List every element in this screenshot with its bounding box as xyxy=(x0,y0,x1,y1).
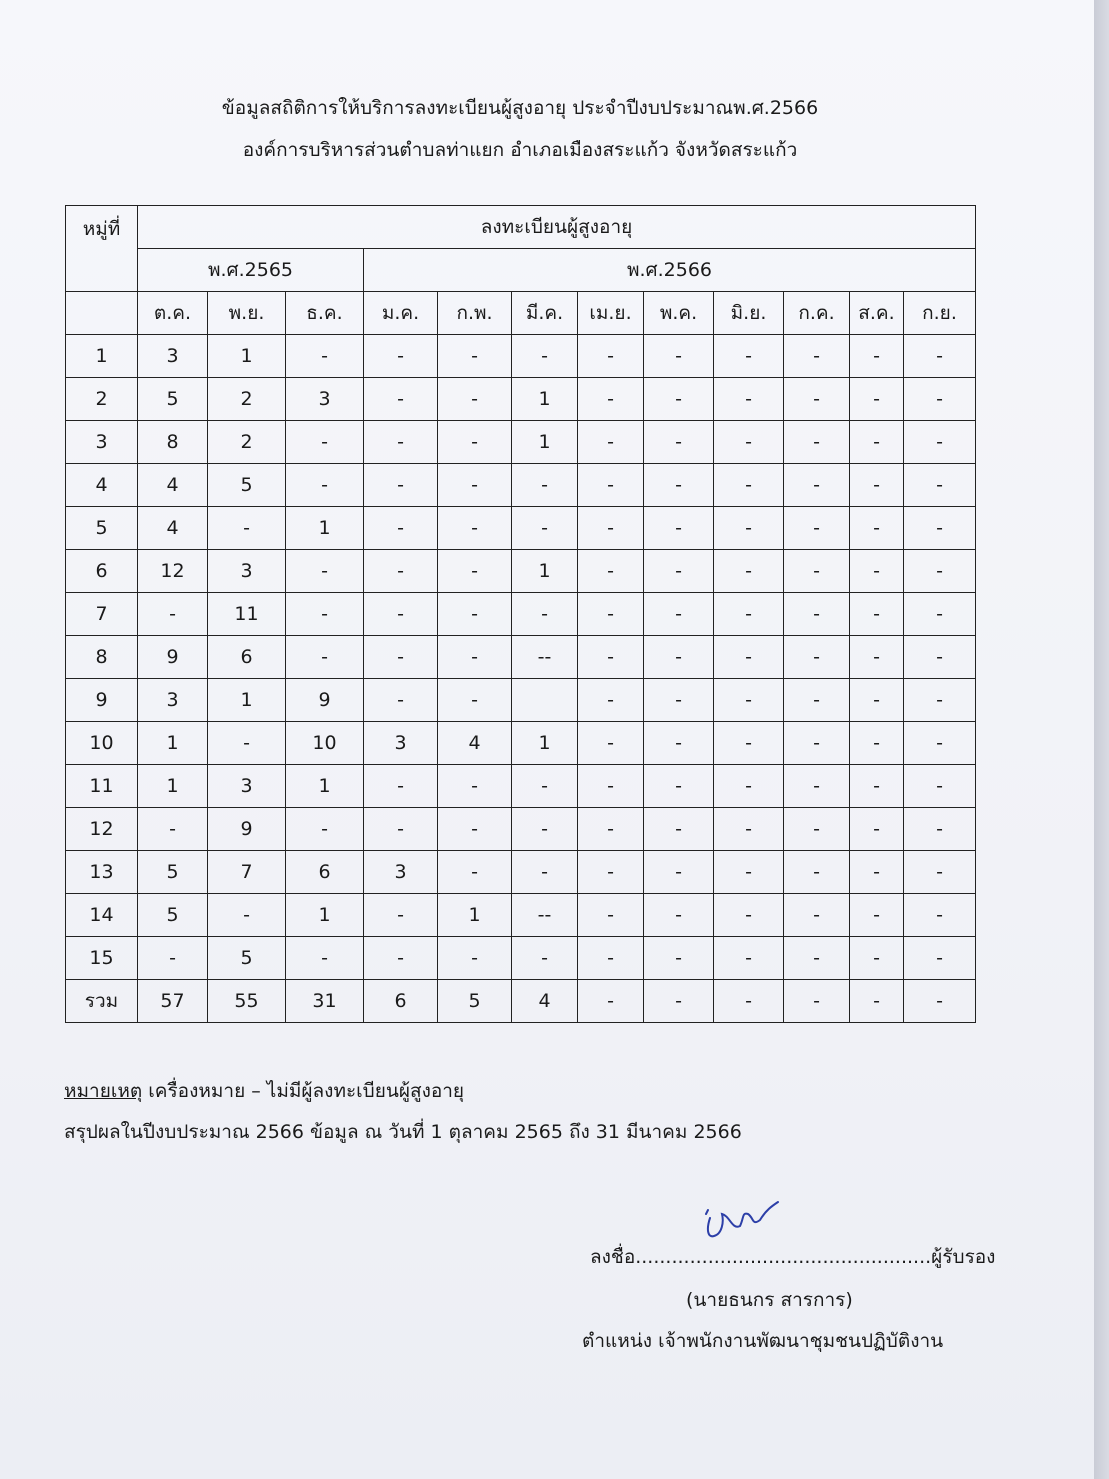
signer-position: ตำแหน่ง เจ้าพนักงานพัฒนาชุมชนปฏิบัติงาน xyxy=(582,1330,944,1352)
table-cell: - xyxy=(904,507,976,550)
table-cell: 5 xyxy=(138,378,208,421)
table-cell: - xyxy=(784,593,850,636)
village-number: 3 xyxy=(66,421,138,464)
table-row xyxy=(66,636,976,679)
table-cell: - xyxy=(904,464,976,507)
total-cell: 55 xyxy=(208,980,286,1023)
total-cell: - xyxy=(578,980,644,1023)
table-cell: - xyxy=(904,550,976,593)
table-row xyxy=(66,464,976,507)
table-cell: - xyxy=(644,335,714,378)
table-cell: - xyxy=(850,937,904,980)
total-cell: - xyxy=(714,980,784,1023)
table-cell: - xyxy=(438,550,512,593)
table-cell: - xyxy=(904,335,976,378)
table-cell: - xyxy=(364,765,438,808)
month-header: ก.พ. xyxy=(438,292,512,335)
table-cell: 5 xyxy=(208,937,286,980)
table-cell: - xyxy=(644,722,714,765)
table-row xyxy=(66,722,976,765)
total-cell: 6 xyxy=(364,980,438,1023)
table-cell: 3 xyxy=(208,550,286,593)
table-cell: - xyxy=(438,507,512,550)
table-cell: - xyxy=(784,464,850,507)
table-cell: - xyxy=(512,851,578,894)
table-cell: - xyxy=(438,593,512,636)
table-cell: - xyxy=(850,765,904,808)
table-cell: 3 xyxy=(138,335,208,378)
table-cell: - xyxy=(578,378,644,421)
table-cell: - xyxy=(714,679,784,722)
table-cell: - xyxy=(904,593,976,636)
table-cell: - xyxy=(364,808,438,851)
table-cell: - xyxy=(578,421,644,464)
table-cell: - xyxy=(850,550,904,593)
total-cell: - xyxy=(850,980,904,1023)
table-cell: - xyxy=(850,593,904,636)
village-number: 9 xyxy=(66,679,138,722)
table-cell: 4 xyxy=(438,722,512,765)
village-number: 13 xyxy=(66,851,138,894)
table-cell: 5 xyxy=(208,464,286,507)
table-cell: 6 xyxy=(286,851,364,894)
village-number: 8 xyxy=(66,636,138,679)
table-cell: - xyxy=(904,937,976,980)
table-cell: 3 xyxy=(138,679,208,722)
note-label: หมายเหตุ xyxy=(64,1080,143,1102)
note-line xyxy=(64,1076,464,1106)
page-edge xyxy=(1094,0,1109,1479)
table-cell: - xyxy=(644,679,714,722)
table-cell: - xyxy=(438,808,512,851)
month-header: ก.ย. xyxy=(904,292,976,335)
table-cell: 9 xyxy=(208,808,286,851)
month-header: ธ.ค. xyxy=(286,292,364,335)
handwritten-signature xyxy=(700,1196,790,1246)
table-cell: - xyxy=(644,550,714,593)
table-cell: 11 xyxy=(208,593,286,636)
table-cell: - xyxy=(850,335,904,378)
year-2565-header: พ.ศ.2565 xyxy=(138,249,364,292)
table-cell: - xyxy=(138,808,208,851)
table-cell: - xyxy=(784,894,850,937)
month-header: มี.ค. xyxy=(512,292,578,335)
table-cell: - xyxy=(578,808,644,851)
month-header: พ.ย. xyxy=(208,292,286,335)
table-cell: - xyxy=(714,421,784,464)
table-cell: - xyxy=(438,464,512,507)
table-cell: - xyxy=(904,765,976,808)
table-row xyxy=(66,679,976,722)
table-cell: - xyxy=(714,894,784,937)
village-number: 7 xyxy=(66,593,138,636)
total-label: รวม xyxy=(66,980,138,1023)
total-row xyxy=(66,980,976,1023)
table-cell: - xyxy=(714,937,784,980)
table-cell: 1 xyxy=(208,335,286,378)
month-header: พ.ค. xyxy=(644,292,714,335)
table-cell: - xyxy=(578,722,644,765)
table-cell: 3 xyxy=(364,851,438,894)
table-cell: 1 xyxy=(208,679,286,722)
table-cell: 1 xyxy=(438,894,512,937)
table-cell: - xyxy=(364,636,438,679)
village-number: 14 xyxy=(66,894,138,937)
table-row xyxy=(66,808,976,851)
table-cell xyxy=(512,679,578,722)
table-cell: - xyxy=(438,679,512,722)
table-cell: - xyxy=(904,378,976,421)
total-cell: - xyxy=(904,980,976,1023)
table-cell: - xyxy=(644,894,714,937)
table-cell: - xyxy=(644,593,714,636)
village-number: 11 xyxy=(66,765,138,808)
table-cell: 1 xyxy=(512,421,578,464)
total-cell: - xyxy=(784,980,850,1023)
total-cell: 31 xyxy=(286,980,364,1023)
table-cell: - xyxy=(850,808,904,851)
table-cell: - xyxy=(644,636,714,679)
table-cell: - xyxy=(784,335,850,378)
table-cell: 3 xyxy=(208,765,286,808)
total-cell: 4 xyxy=(512,980,578,1023)
table-cell: - xyxy=(286,808,364,851)
village-number: 4 xyxy=(66,464,138,507)
table-row xyxy=(66,765,976,808)
table-cell: - xyxy=(208,507,286,550)
table-cell: -- xyxy=(512,894,578,937)
table-cell: - xyxy=(364,507,438,550)
statistics-table xyxy=(65,205,976,1023)
table-cell: - xyxy=(512,808,578,851)
note-text: เครื่องหมาย – ไม่มีผู้ลงทะเบียนผู้สูงอายุ xyxy=(142,1080,465,1102)
table-cell: - xyxy=(850,507,904,550)
table-cell: - xyxy=(578,894,644,937)
table-cell: - xyxy=(714,378,784,421)
table-cell: - xyxy=(850,464,904,507)
table-row xyxy=(66,507,976,550)
table-cell: - xyxy=(784,722,850,765)
table-cell: 1 xyxy=(512,378,578,421)
table-cell: - xyxy=(850,679,904,722)
table-cell: - xyxy=(644,808,714,851)
table-cell: - xyxy=(364,679,438,722)
village-number: 5 xyxy=(66,507,138,550)
table-cell: 1 xyxy=(512,722,578,765)
month-header: ม.ค. xyxy=(364,292,438,335)
table-cell: - xyxy=(286,550,364,593)
summary-line: สรุปผลในปีงบประมาณ 2566 ข้อมูล ณ วันที่ 1 ตุลาคม 2565 ถึง 31 มีนาคม 2566 xyxy=(64,1121,742,1143)
table-cell: - xyxy=(644,378,714,421)
table-cell: - xyxy=(784,507,850,550)
table-cell: - xyxy=(364,335,438,378)
table-cell: - xyxy=(438,937,512,980)
village-number: 2 xyxy=(66,378,138,421)
signer-name: (นายธนกร สารการ) xyxy=(686,1289,853,1311)
table-cell: - xyxy=(644,464,714,507)
table-cell: - xyxy=(850,378,904,421)
table-cell: - xyxy=(208,722,286,765)
table-cell: - xyxy=(850,894,904,937)
table-cell: - xyxy=(512,507,578,550)
table-cell: - xyxy=(714,851,784,894)
table-cell: - xyxy=(644,851,714,894)
table-row xyxy=(66,851,976,894)
table-cell: - xyxy=(644,507,714,550)
table-cell: - xyxy=(714,765,784,808)
table-cell: - xyxy=(364,937,438,980)
table-cell: - xyxy=(714,507,784,550)
table-cell: 1 xyxy=(286,894,364,937)
table-cell: - xyxy=(904,894,976,937)
table-cell: 6 xyxy=(208,636,286,679)
month-header: ต.ค. xyxy=(138,292,208,335)
table-cell: - xyxy=(578,765,644,808)
table-cell: 9 xyxy=(138,636,208,679)
table-cell: - xyxy=(364,593,438,636)
total-cell: 57 xyxy=(138,980,208,1023)
table-cell: 5 xyxy=(138,851,208,894)
table-cell: - xyxy=(364,550,438,593)
table-cell: - xyxy=(714,550,784,593)
table-cell: - xyxy=(904,421,976,464)
table-cell: - xyxy=(208,894,286,937)
table-cell: - xyxy=(438,851,512,894)
table-cell: - xyxy=(904,808,976,851)
village-number: 10 xyxy=(66,722,138,765)
table-cell: 1 xyxy=(138,765,208,808)
village-number: 1 xyxy=(66,335,138,378)
table-cell: - xyxy=(578,464,644,507)
table-cell: - xyxy=(578,937,644,980)
title-line-2: องค์การบริหารส่วนตำบลท่าแยก อำเภอเมืองสระแก้ว จังหวัดสระแก้ว xyxy=(242,139,798,161)
table-cell: 4 xyxy=(138,507,208,550)
table-cell: - xyxy=(784,378,850,421)
table-cell: - xyxy=(714,808,784,851)
table-cell: 1 xyxy=(286,507,364,550)
table-cell: 10 xyxy=(286,722,364,765)
table-cell: 2 xyxy=(208,378,286,421)
month-header: มิ.ย. xyxy=(714,292,784,335)
table-row xyxy=(66,378,976,421)
table-cell: - xyxy=(578,335,644,378)
table-cell: - xyxy=(286,593,364,636)
total-cell: - xyxy=(644,980,714,1023)
table-cell: 1 xyxy=(286,765,364,808)
table-cell: - xyxy=(578,636,644,679)
title-line-1: ข้อมูลสถิติการให้บริการลงทะเบียนผู้สูงอายุ ประจำปีงบประมาณพ.ศ.2566 xyxy=(221,97,819,119)
table-cell: - xyxy=(850,851,904,894)
table-row xyxy=(66,550,976,593)
table-cell: - xyxy=(364,464,438,507)
village-number: 15 xyxy=(66,937,138,980)
table-cell: - xyxy=(286,335,364,378)
table-cell: - xyxy=(784,937,850,980)
table-cell: - xyxy=(364,894,438,937)
table-cell: - xyxy=(578,679,644,722)
table-cell: - xyxy=(512,593,578,636)
table-cell: 1 xyxy=(512,550,578,593)
village-header: หมู่ที่ xyxy=(66,206,138,292)
table-cell: - xyxy=(364,421,438,464)
sign-line: ลงชื่อ.................................................ผู้รับรอง xyxy=(590,1246,996,1268)
table-cell: - xyxy=(850,636,904,679)
table-cell: - xyxy=(714,335,784,378)
table-cell: - xyxy=(512,335,578,378)
group-header: ลงทะเบียนผู้สูงอายุ xyxy=(138,206,976,249)
table-cell: -- xyxy=(512,636,578,679)
village-number: 6 xyxy=(66,550,138,593)
table-cell: 3 xyxy=(286,378,364,421)
table-cell: - xyxy=(714,464,784,507)
table-cell: - xyxy=(438,335,512,378)
table-cell: - xyxy=(784,636,850,679)
table-cell: - xyxy=(784,851,850,894)
table-cell: - xyxy=(784,808,850,851)
month-header: ส.ค. xyxy=(850,292,904,335)
table-cell: - xyxy=(784,550,850,593)
table-cell: - xyxy=(714,722,784,765)
table-cell: - xyxy=(644,765,714,808)
table-cell: 4 xyxy=(138,464,208,507)
table-cell: - xyxy=(286,937,364,980)
table-cell: - xyxy=(286,421,364,464)
table-cell: - xyxy=(286,464,364,507)
table-row xyxy=(66,894,976,937)
table-cell: - xyxy=(714,636,784,679)
table-cell: - xyxy=(784,765,850,808)
table-cell: - xyxy=(904,636,976,679)
table-cell: - xyxy=(138,937,208,980)
table-cell: - xyxy=(904,679,976,722)
table-cell: - xyxy=(850,421,904,464)
table-cell: - xyxy=(644,937,714,980)
table-cell: - xyxy=(784,421,850,464)
table-cell: 1 xyxy=(138,722,208,765)
table-cell: 7 xyxy=(208,851,286,894)
table-cell: - xyxy=(438,378,512,421)
table-cell: 2 xyxy=(208,421,286,464)
table-row xyxy=(66,421,976,464)
table-cell: - xyxy=(644,421,714,464)
table-cell: 9 xyxy=(286,679,364,722)
table-cell: 3 xyxy=(364,722,438,765)
table-cell: - xyxy=(438,421,512,464)
table-cell: - xyxy=(714,593,784,636)
table-cell: 5 xyxy=(138,894,208,937)
table-cell: - xyxy=(512,937,578,980)
table-cell: - xyxy=(784,679,850,722)
table-row xyxy=(66,335,976,378)
month-header-blank xyxy=(66,292,138,335)
table-cell: - xyxy=(364,378,438,421)
table-cell: - xyxy=(438,765,512,808)
month-header: เม.ย. xyxy=(578,292,644,335)
table-row xyxy=(66,937,976,980)
table-cell: - xyxy=(138,593,208,636)
total-cell: 5 xyxy=(438,980,512,1023)
table-cell: 12 xyxy=(138,550,208,593)
table-cell: - xyxy=(904,722,976,765)
table-cell: - xyxy=(578,851,644,894)
village-number: 12 xyxy=(66,808,138,851)
table-cell: - xyxy=(850,722,904,765)
table-cell: - xyxy=(438,636,512,679)
year-2566-header: พ.ศ.2566 xyxy=(364,249,976,292)
table-cell: - xyxy=(286,636,364,679)
table-cell: - xyxy=(512,765,578,808)
table-cell: - xyxy=(578,593,644,636)
table-cell: 8 xyxy=(138,421,208,464)
table-cell: - xyxy=(512,464,578,507)
table-cell: - xyxy=(578,550,644,593)
table-cell: - xyxy=(904,851,976,894)
month-header: ก.ค. xyxy=(784,292,850,335)
table-cell: - xyxy=(578,507,644,550)
table-row xyxy=(66,593,976,636)
